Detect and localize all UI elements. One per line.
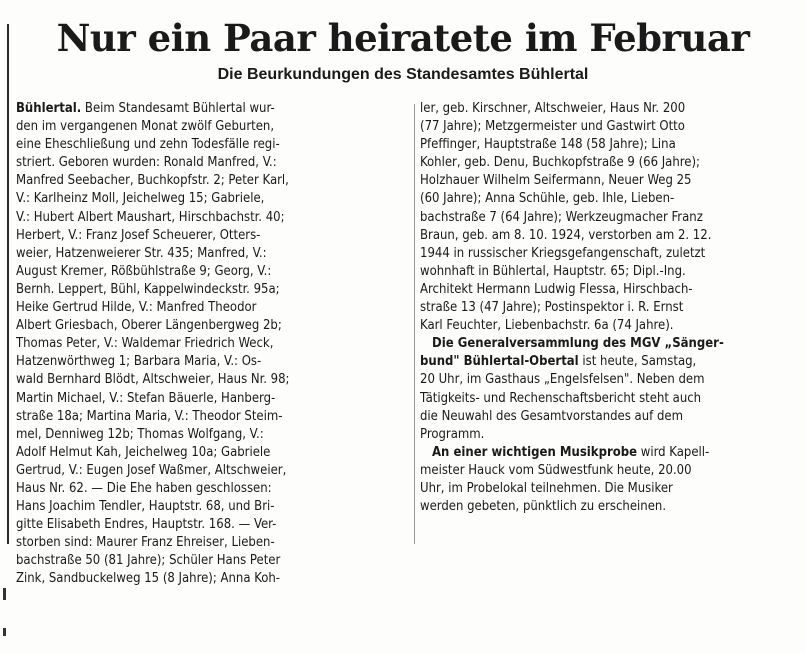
headline: Nur ein Paar heiratete im Februar: [56, 16, 750, 60]
mgv-lead: Die Generalversammlung des MGV „Sänger-: [432, 336, 724, 352]
article-line: Heike Gertrud Hilde, V.: Manfred Theodor: [16, 300, 257, 316]
article-line: Architekt Hermann Ludwig Flessa, Hirschbach-: [420, 281, 693, 297]
article-line: V.: Karlheinz Moll, Jeichelweg 15; Gabriele,: [16, 191, 265, 207]
music-lead: An einer wichtigen Musikprobe: [432, 444, 638, 460]
article-line: gitte Elisabeth Endres, Hauptstr. 168. — Ver-: [16, 517, 277, 533]
article-line: eine Eheschließung und zehn Todesfälle regi-: [16, 137, 280, 153]
article-line: Manfred Seebacher, Buchkopfstr. 2; Peter Karl,: [16, 173, 289, 189]
article-line: Hatzenwörthweg 1; Barbara Maria, V.: Os-: [16, 354, 262, 370]
article-line: Adolf Helmut Kah, Jeichelweg 10a; Gabriele: [16, 444, 271, 460]
article-line: (77 Jahre); Metzgermeister und Gastwirt Otto: [420, 119, 685, 135]
article-line: (60 Jahre); Anna Schühle, geb. Ihle, Lieben-: [420, 191, 675, 207]
article-line: straße 13 (47 Jahre); Postinspektor i. R. Ernst: [420, 300, 684, 316]
article-line: werden gebeten, pünktlich zu erscheinen.: [420, 499, 667, 515]
article-line: Holzhauer Wilhelm Seifermann, Neuer Weg 25: [420, 173, 692, 189]
article-line: weier, Hatzenweierer Str. 435; Manfred, V.:: [16, 245, 267, 261]
article-line: meister Hauck vom Südwestfunk heute, 20.00: [420, 462, 692, 478]
article-line: bachstraße 7 (64 Jahre); Werkzeugmacher Franz: [420, 209, 703, 225]
place-name: Bühlertal.: [16, 101, 82, 116]
article-line: 1944 in russischer Kriegsgefangenschaft, zuletzt: [420, 245, 706, 261]
article-line: Bernh. Leppert, Bühl, Kappelwindeckstr. 95a;: [16, 281, 280, 297]
article-line: August Kremer, Rößbühlstraße 9; Georg, V.:: [16, 263, 272, 279]
article-line: ler, geb. Kirschner, Altschweier, Haus Nr. 200: [420, 101, 686, 116]
article-line: striert. Geboren wurden: Ronald Manfred, V.:: [16, 155, 277, 171]
article-line: storben sind: Maurer Franz Ehreiser, Lieben-: [16, 535, 275, 551]
article-line: Pfeffinger, Hauptstraße 148 (58 Jahre); Lina: [420, 137, 676, 153]
article-line: Gertrud, V.: Eugen Josef Waßmer, Altschweier,: [16, 462, 287, 478]
article-line: Haus Nr. 62. — Die Ehe haben geschlossen:: [16, 480, 272, 496]
subheadline: Die Beurkundungen des Standesamtes Bühlertal: [217, 66, 589, 83]
article-line: [420, 335, 804, 353]
article-line: Martin Michael, V.: Stefan Bäuerle, Hanberg-: [16, 390, 276, 406]
left-border-rule: [7, 24, 9, 544]
scan-edge-mark: [3, 628, 6, 636]
article-line: Kohler, geb. Denu, Buchkopfstraße 9 (66 Jahre);: [420, 155, 700, 171]
article-line: Zink, Sandbuckelweg 15 (8 Jahre); Anna Koh-: [16, 571, 281, 587]
article-line: Thomas Peter, V.: Waldemar Friedrich Weck,: [16, 336, 274, 352]
article-line: wohnhaft in Bühlertal, Hauptstr. 65; Dipl.-Ing.: [420, 263, 686, 279]
article-line: straße 18a; Martina Maria, V.: Theodor Steim-: [16, 408, 283, 424]
article-line: 20 Uhr, im Gasthaus „Engelsfelsen". Neben dem: [420, 372, 705, 388]
article-line: An einer wichtigen Musikprobe wird Kapell-: [432, 444, 710, 460]
article-line: Tätigkeits- und Rechenschaftsbericht steht auch: [420, 390, 702, 406]
article-line: Karl Feuchter, Liebenbachstr. 6a (74 Jahre).: [420, 318, 674, 334]
article-line: die Neuwahl des Gesamtvorstandes auf dem: [420, 408, 683, 424]
article-line: V.: Hubert Albert Maushart, Hirschbachstr. 40;: [16, 209, 285, 225]
right-column: [420, 100, 804, 516]
mgv-lead-cont: bund" Bühlertal-Obertal: [420, 354, 579, 370]
article-line: Programm.: [420, 426, 485, 442]
article-line: Albert Griesbach, Oberer Längenbergweg 2b;: [16, 318, 282, 334]
article-line: bund" Bühlertal-Obertal ist heute, Samstag,: [420, 354, 697, 370]
left-column: [16, 100, 410, 589]
scan-edge-mark: [3, 588, 6, 600]
article-line: Uhr, im Probelokal teilnehmen. Die Musiker: [420, 480, 673, 496]
article-line: bachstraße 50 (81 Jahre); Schüler Hans Peter: [16, 553, 281, 569]
article-line: Braun, geb. am 8. 10. 1924, verstorben am 2. 12.: [420, 227, 712, 243]
article-line: mel, Denniweg 12b; Thomas Wolfgang, V.:: [16, 426, 264, 442]
article-line: Bühlertal. Beim Standesamt Bühlertal wur-: [16, 101, 275, 116]
article-line: Hans Joachim Tendler, Hauptstr. 68, und Bri-: [16, 499, 275, 515]
article-line: Herbert, V.: Franz Josef Scheuerer, Otters-: [16, 227, 261, 243]
column-divider: [414, 104, 415, 544]
article-line: wald Bernhard Blödt, Altschweier, Haus Nr. 98;: [16, 372, 290, 388]
article-line: den im vergangenen Monat zwölf Geburten,: [16, 119, 275, 135]
